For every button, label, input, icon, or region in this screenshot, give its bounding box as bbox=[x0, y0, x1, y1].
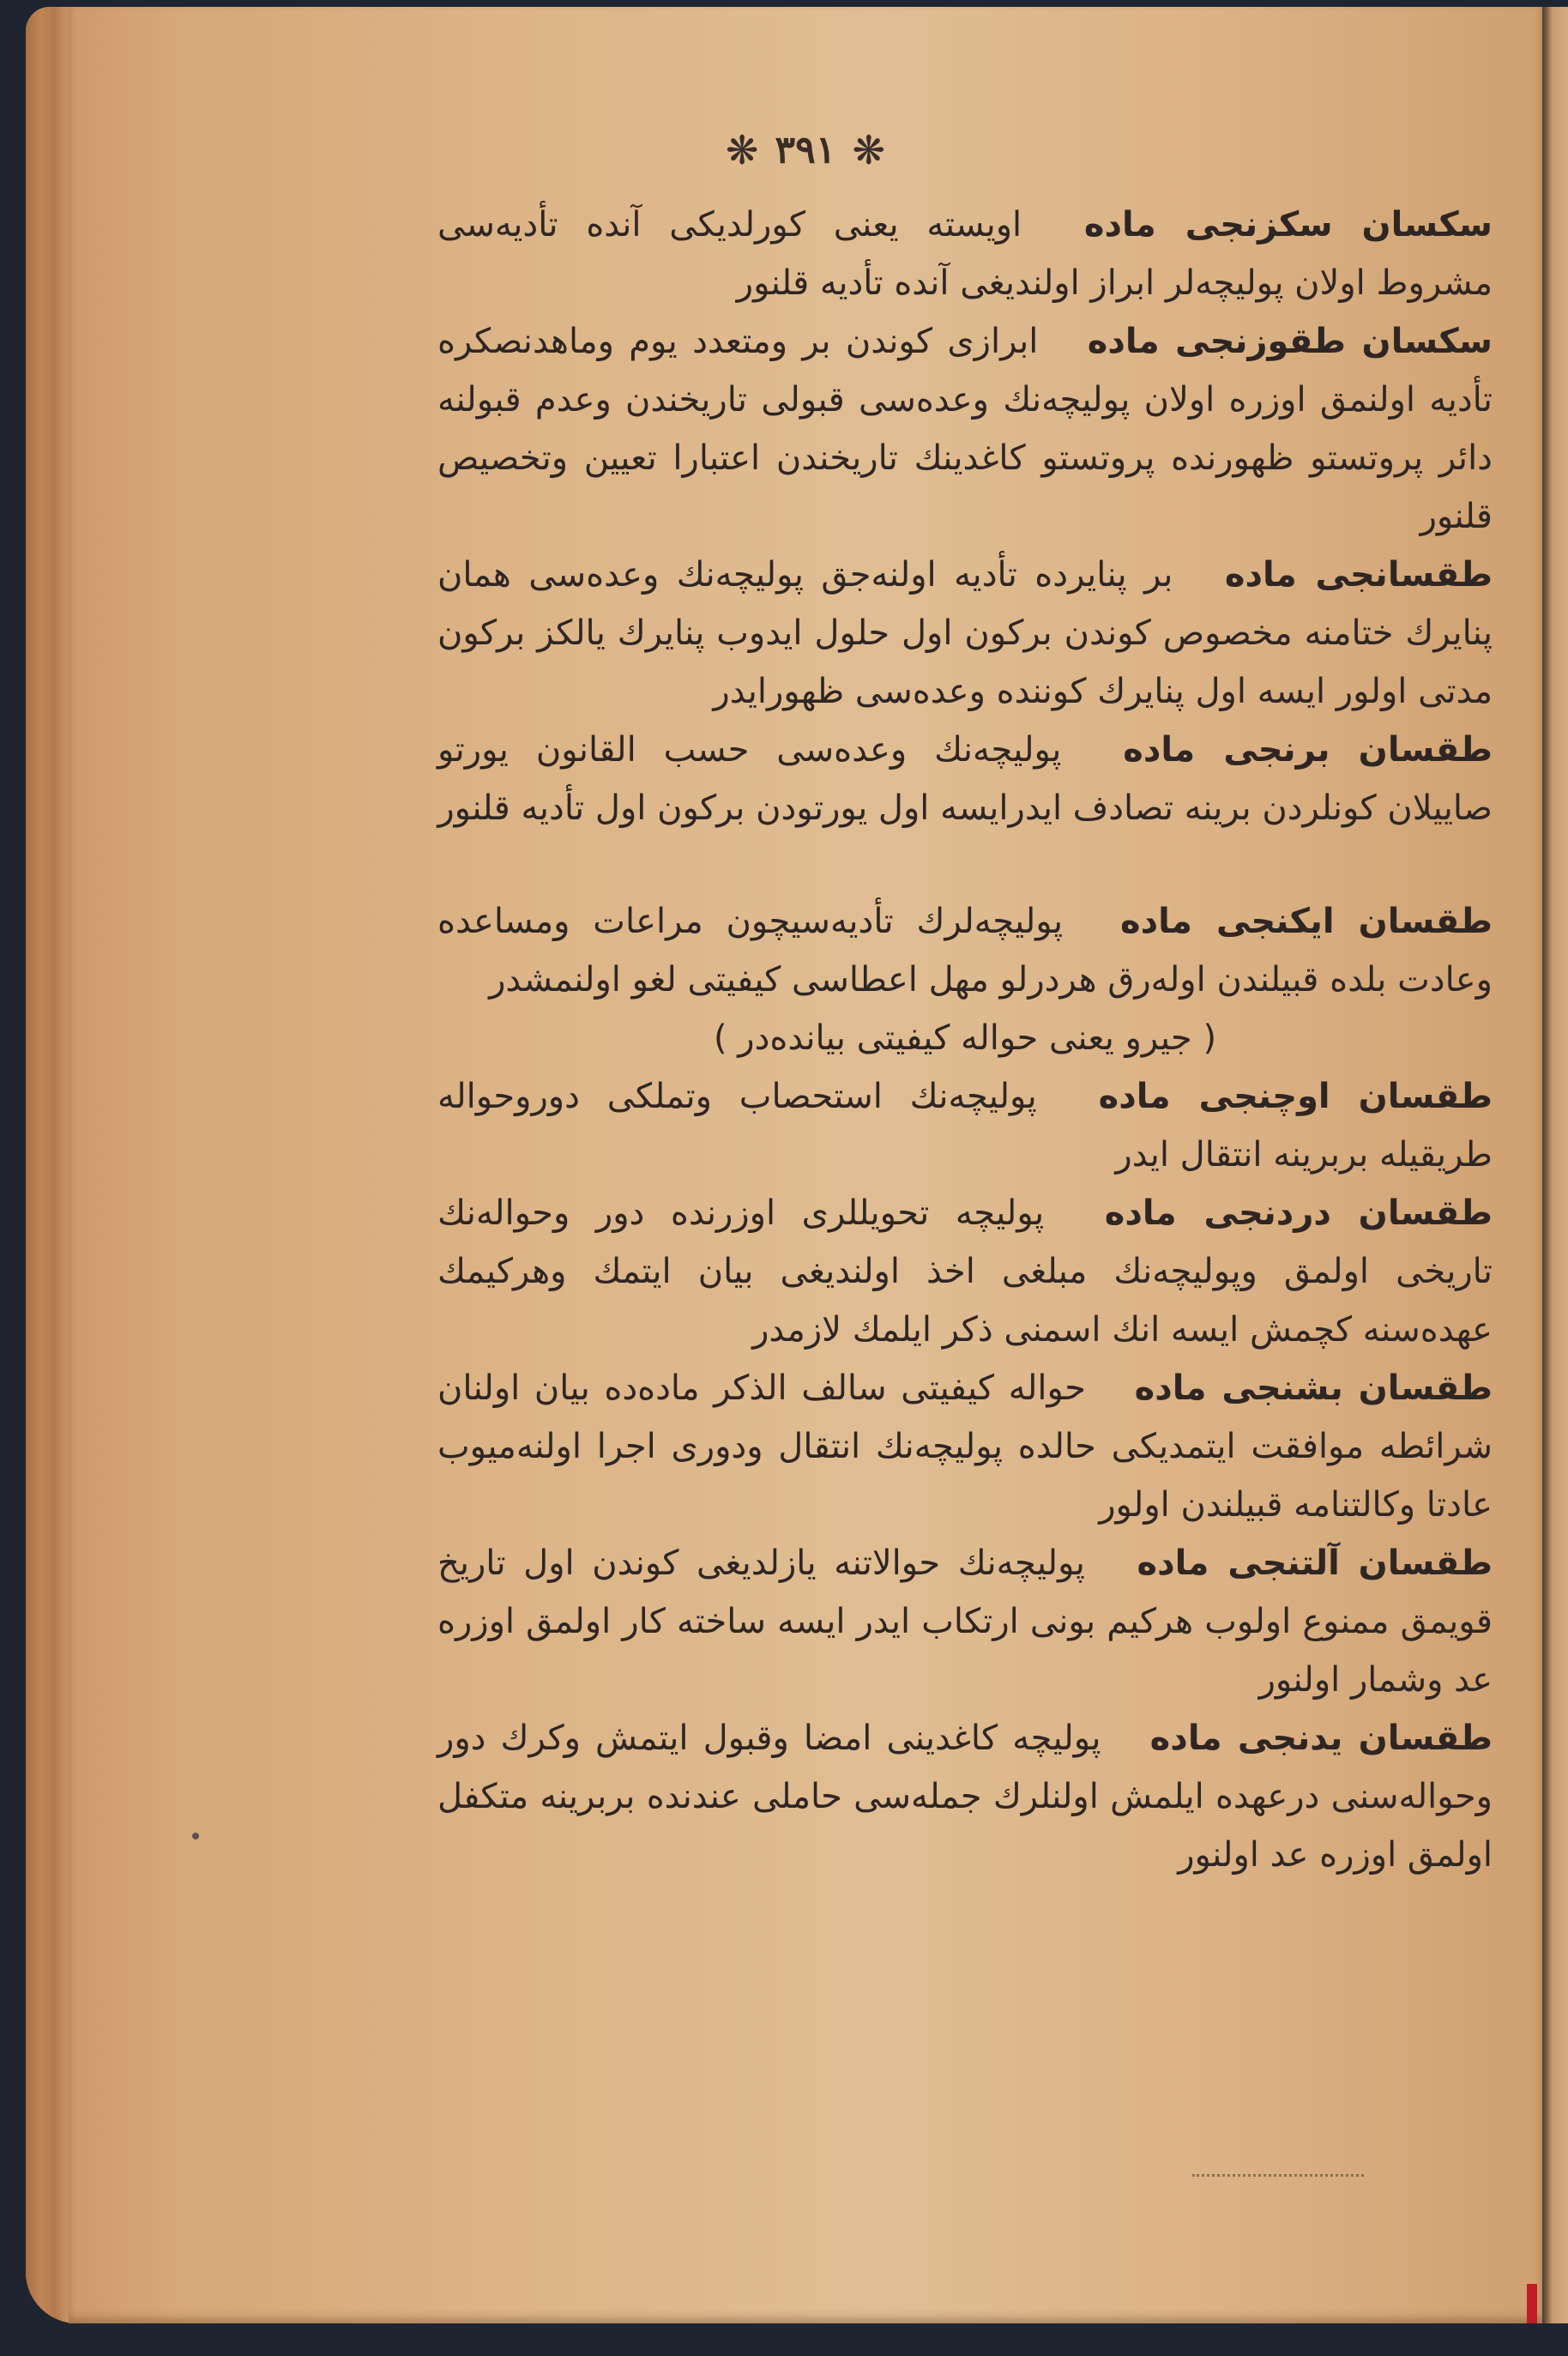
article-text: پولیچه‌نك وعده‌سی حسب القانون یورتو صاییلان کونلردن برینه تصادف ایدرایسه اول یورتودن برکون اول تأدیه قلنور bbox=[437, 730, 1493, 828]
article-heading: طقسان ایکنجی ماده bbox=[1119, 902, 1493, 941]
article-heading: طقسان برنجی ماده bbox=[1123, 730, 1493, 770]
article-92 bbox=[437, 892, 1493, 1009]
article-text: پولیچه کاغدینی امضا وقبول ایتمش وکرك دور وحواله‌سنی درعهده ایلمش اولنلرك جمله‌سی حاملی عندنده بربرینه متکفل اولمق اوزره عد اولنور bbox=[437, 1719, 1493, 1875]
article-88 bbox=[437, 196, 1493, 312]
article-95 bbox=[437, 1359, 1493, 1534]
article-heading: سکسان سکزنجی ماده bbox=[1083, 205, 1493, 245]
page-body bbox=[437, 196, 1493, 1884]
article-text: ابرازی کوندن بر ومتعدد یوم وماهدنصکره تأدیه اولنمق اوزره اولان پولیچه‌نك وعده‌سی قبولی تاریخندن وعدم قبولنه دائر پروتستو ظهورنده پروتستو کاغدینك تاریخندن اعتبارا تعیین وتخصیص قلنور bbox=[437, 322, 1493, 536]
article-89 bbox=[437, 312, 1493, 546]
flower-ornament-icon: ❋ bbox=[852, 127, 886, 173]
book bbox=[26, 7, 1568, 2323]
article-91 bbox=[437, 721, 1493, 837]
page-number: ٣٩١ bbox=[775, 128, 836, 172]
article-text: پولیچه‌نك استحصاب وتملکی دوروحواله طریقیله بربرینه انتقال ایدر bbox=[437, 1077, 1493, 1175]
section-subtitle: ( جیرو یعنی حواله کیفیتی بیانده‌در ) bbox=[713, 1018, 1217, 1058]
article-text: پولیچه‌لرك تأدیه‌سیچون مراعات ومساعده وعادت بلده قبیلندن اوله‌رق هردرلو مهل اعطاسی کیفیتی لغو اولنمشدر bbox=[437, 902, 1493, 1000]
article-heading: طقسان بشنجی ماده bbox=[1134, 1368, 1493, 1408]
article-heading: طقسان دردنجی ماده bbox=[1104, 1193, 1493, 1233]
bookmark-ribbon bbox=[1527, 2284, 1537, 2323]
article-text: پولیچه‌نك حوالاتنه یازلدیغی کوندن اول تاریخ قویمق ممنوع اولوب هرکیم بونی ارتکاب ایدر ایسه ساخته کار اولمق اوزره عد وشمار اولنور bbox=[437, 1543, 1493, 1700]
article-text: اویسته یعنی کورلدیکی آنده تأدیه‌سی مشروط اولان پولیچه‌لر ابراز اولندیغی آنده تأدیه قلنور bbox=[437, 205, 1493, 303]
article-text: پولیچه تحویللری اوزرنده دور وحواله‌نك تاریخی اولمق وپولیچه‌نك مبلغی اخذ اولندیغی بیان ایتمك وهرکیمك عهده‌سنه کچمش ایسه انك اسمنی ذکر ایلمك لازمدر bbox=[437, 1193, 1493, 1350]
article-93 bbox=[437, 1067, 1493, 1184]
page-header bbox=[69, 127, 1542, 173]
print-marks bbox=[1192, 2169, 1364, 2177]
article-heading: طقسان یدنجی ماده bbox=[1149, 1719, 1493, 1758]
article-heading: طقسانجی ماده bbox=[1224, 555, 1493, 595]
article-heading: سکسان طقوزنجی ماده bbox=[1087, 322, 1493, 361]
article-94 bbox=[437, 1184, 1493, 1359]
article-heading: طقسان آلتنجی ماده bbox=[1137, 1543, 1493, 1583]
article-97 bbox=[437, 1709, 1493, 1884]
book-page bbox=[69, 7, 1542, 2323]
page-gutter-edge bbox=[1542, 7, 1568, 2323]
flower-ornament-icon: ❋ bbox=[725, 127, 759, 173]
article-text: بر پنایرده تأدیه اولنه‌جق پولیچه‌نك وعده‌سی همان پنایرك ختامنه مخصوص کوندن برکون اول حلول ایدوب پنایرك یالکز برکون مدتی اولور ایسه اول پنایرك کوننده وعده‌سی ظهورایدر bbox=[437, 555, 1493, 711]
article-heading: طقسان اوچنجی ماده bbox=[1098, 1077, 1493, 1116]
article-text: حواله کیفیتی سالف الذکر ماده‌ده بیان اولنان شرائطه موافقت ایتمدیکی حالده پولیچه‌نك انتقال ودوری اجرا اولنه‌میوب عادتا وکالتنامه قبیلندن اولور bbox=[437, 1368, 1493, 1525]
article-96 bbox=[437, 1534, 1493, 1709]
article-90 bbox=[437, 546, 1493, 721]
ink-spot bbox=[192, 1833, 199, 1839]
